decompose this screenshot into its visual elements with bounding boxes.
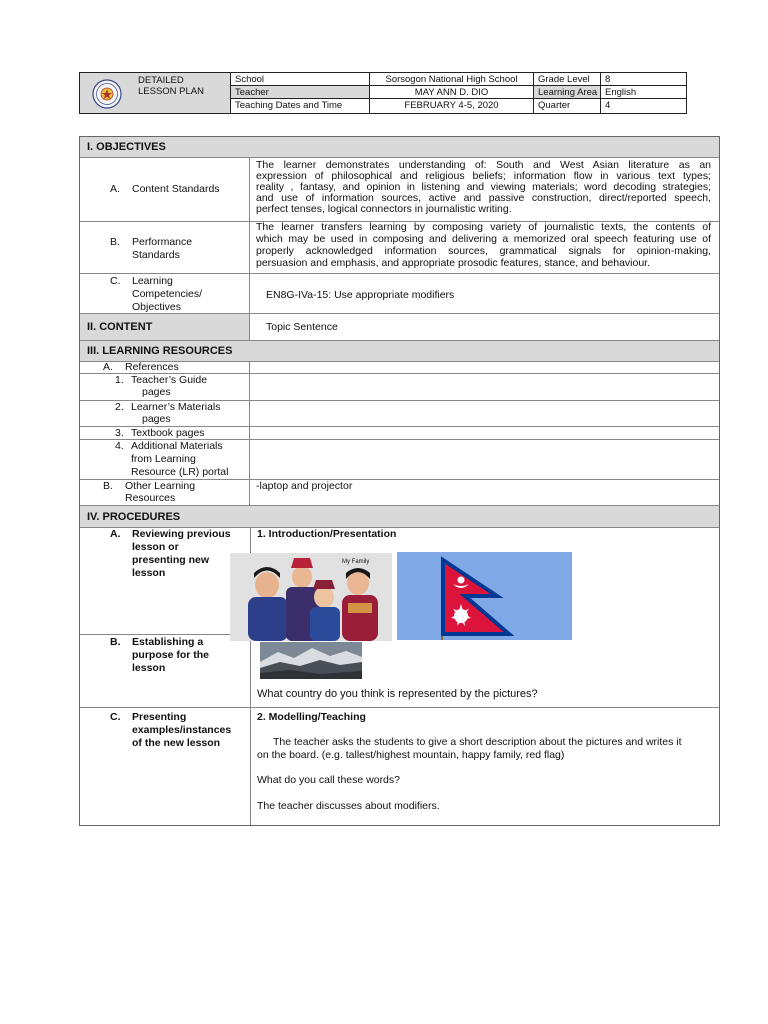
teachers-guide-label: Teacher’s Guide bbox=[131, 374, 208, 386]
teachers-guide-num: 1. bbox=[115, 374, 124, 386]
quarter-value: 4 bbox=[605, 100, 611, 111]
performance-standards-row bbox=[80, 222, 719, 274]
additional-materials-label: Resource (LR) portal bbox=[131, 466, 229, 478]
intro-heading: 1. Introduction/Presentation bbox=[257, 528, 397, 540]
modelling-paragraph: on the board. (e.g. tallest/highest mountain, happy family, red flag) bbox=[257, 749, 565, 761]
teachers-guide-row bbox=[80, 374, 719, 401]
lesson-plan-title: DETAILED LESSON PLAN bbox=[138, 75, 204, 97]
textbook-label: Textbook pages bbox=[131, 427, 205, 439]
school-label: School bbox=[231, 73, 370, 86]
performance-standards-label: Standards bbox=[132, 249, 180, 261]
modelling-heading: 2. Modelling/Teaching bbox=[257, 711, 366, 723]
nepal-flag-icon bbox=[397, 552, 572, 640]
presenting-label: examples/instances bbox=[132, 724, 232, 736]
content-standards-line: expression of philosophical and religious beliefs; information flow in various text types; bbox=[256, 170, 711, 182]
school-value: Sorsogon National High School bbox=[370, 73, 534, 86]
presenting-letter: C. bbox=[110, 711, 121, 723]
dates-label: Teaching Dates and Time bbox=[231, 99, 370, 113]
additional-materials-row bbox=[80, 440, 719, 480]
teacher-label: Teacher bbox=[231, 86, 370, 99]
performance-standards-line: persuasion and emphasis, and appropriate prosodic features, stance, and behaviour. bbox=[256, 257, 651, 269]
learners-materials-num: 2. bbox=[115, 401, 124, 413]
competencies-letter: C. bbox=[110, 275, 121, 287]
other-resources-label: Resources bbox=[125, 492, 176, 504]
teacher-value: MAY ANN D. DIO bbox=[370, 86, 534, 99]
other-resources-row bbox=[80, 480, 719, 506]
textbook-row bbox=[80, 427, 719, 440]
content-standards-label: Content Standards bbox=[132, 183, 220, 195]
other-resources-label: Other Learning bbox=[125, 480, 196, 492]
area-label: Learning Area bbox=[534, 86, 601, 99]
performance-standards-line: properly acknowledged information sources, grammatical signals for opinion-making, bbox=[256, 245, 711, 257]
content-standards-line: and use of information sources, active and passive construction, direct/reported speech, bbox=[256, 192, 711, 204]
establishing-label: lesson bbox=[132, 662, 166, 674]
competencies-label: Learning bbox=[132, 275, 173, 287]
content-standards-line: reality , fantasy, and opinion in listening and viewing materials; word decoding strategies; bbox=[256, 181, 711, 193]
family-photo bbox=[230, 553, 392, 641]
establishing-letter: B. bbox=[110, 636, 121, 648]
header-table bbox=[79, 72, 687, 114]
performance-standards-letter: B. bbox=[110, 236, 120, 248]
dates-value: FEBRUARY 4-5, 2020 bbox=[370, 99, 534, 113]
reviewing-letter: A. bbox=[110, 528, 121, 540]
competency-value: EN8G-IVa-15: Use appropriate modifiers bbox=[266, 289, 455, 301]
other-resources-letter: B. bbox=[103, 480, 113, 492]
establishing-label: Establishing a bbox=[132, 636, 204, 648]
modelling-paragraph: The teacher asks the students to give a short description about the pictures and writes it bbox=[273, 736, 682, 748]
reviewing-label: Reviewing previous bbox=[132, 528, 231, 540]
content-row bbox=[80, 314, 719, 341]
presenting-label: of the new lesson bbox=[132, 737, 221, 749]
competencies-row bbox=[80, 274, 719, 314]
content-standards-letter: A. bbox=[110, 183, 120, 195]
content-heading: II. CONTENT bbox=[87, 321, 153, 333]
deped-seal-icon bbox=[92, 79, 122, 109]
reviewing-label: lesson or bbox=[132, 541, 179, 553]
learners-materials-row bbox=[80, 401, 719, 427]
quarter-label: Quarter bbox=[534, 99, 601, 113]
teachers-guide-label: pages bbox=[142, 386, 171, 398]
performance-standards-line: which may be used in composing and delivering a memorized oral speech featuring use of bbox=[256, 233, 711, 245]
logo-cell bbox=[80, 73, 231, 113]
nepal-flag-photo bbox=[397, 552, 572, 640]
grade-value: 8 bbox=[601, 73, 686, 86]
additional-materials-label: from Learning bbox=[131, 453, 196, 465]
modelling-question: What do you call these words? bbox=[257, 774, 400, 786]
reviewing-label: presenting new bbox=[132, 554, 210, 566]
references-letter: A. bbox=[103, 361, 113, 373]
textbook-num: 3. bbox=[115, 427, 124, 439]
performance-standards-label: Performance bbox=[132, 236, 193, 248]
learners-materials-label: Learner’s Materials bbox=[131, 401, 221, 413]
competencies-label: Competencies/ bbox=[132, 288, 203, 300]
learners-materials-label: pages bbox=[142, 413, 171, 425]
lesson-plan-table bbox=[79, 136, 720, 826]
family-caption: My Family bbox=[342, 559, 370, 565]
grade-label: Grade Level bbox=[534, 73, 601, 86]
content-value: Topic Sentence bbox=[266, 321, 338, 333]
additional-materials-num: 4. bbox=[115, 440, 124, 452]
resources-heading: III. LEARNING RESOURCES bbox=[80, 341, 719, 362]
objectives-heading: I. OBJECTIVES bbox=[80, 137, 719, 158]
references-label: References bbox=[125, 361, 179, 373]
modelling-discussion: The teacher discusses about modifiers. bbox=[257, 800, 440, 812]
content-standards-line: The learner demonstrates understanding of: South and West Asian literature as an bbox=[256, 159, 711, 171]
references-row bbox=[80, 362, 719, 374]
country-question: What country do you think is represented by the pictures? bbox=[257, 688, 538, 700]
performance-standards-line: The learner transfers learning by composing variety of journalistic texts, the contents of bbox=[256, 221, 711, 233]
establishing-label: purpose for the bbox=[132, 649, 210, 661]
area-value: English bbox=[601, 86, 686, 99]
reviewing-label: lesson bbox=[132, 567, 166, 579]
content-standards-row bbox=[80, 158, 719, 222]
presenting-label: Presenting bbox=[132, 711, 187, 723]
other-resources-value: -laptop and projector bbox=[256, 480, 353, 492]
content-standards-line: perfect tenses, logical connectors in journalistic writing. bbox=[256, 203, 512, 215]
competencies-label: Objectives bbox=[132, 301, 182, 313]
procedures-heading: IV. PROCEDURES bbox=[80, 506, 719, 528]
additional-materials-label: Additional Materials bbox=[131, 440, 223, 452]
header-info-grid bbox=[231, 73, 686, 113]
mountain-photo bbox=[260, 642, 362, 679]
